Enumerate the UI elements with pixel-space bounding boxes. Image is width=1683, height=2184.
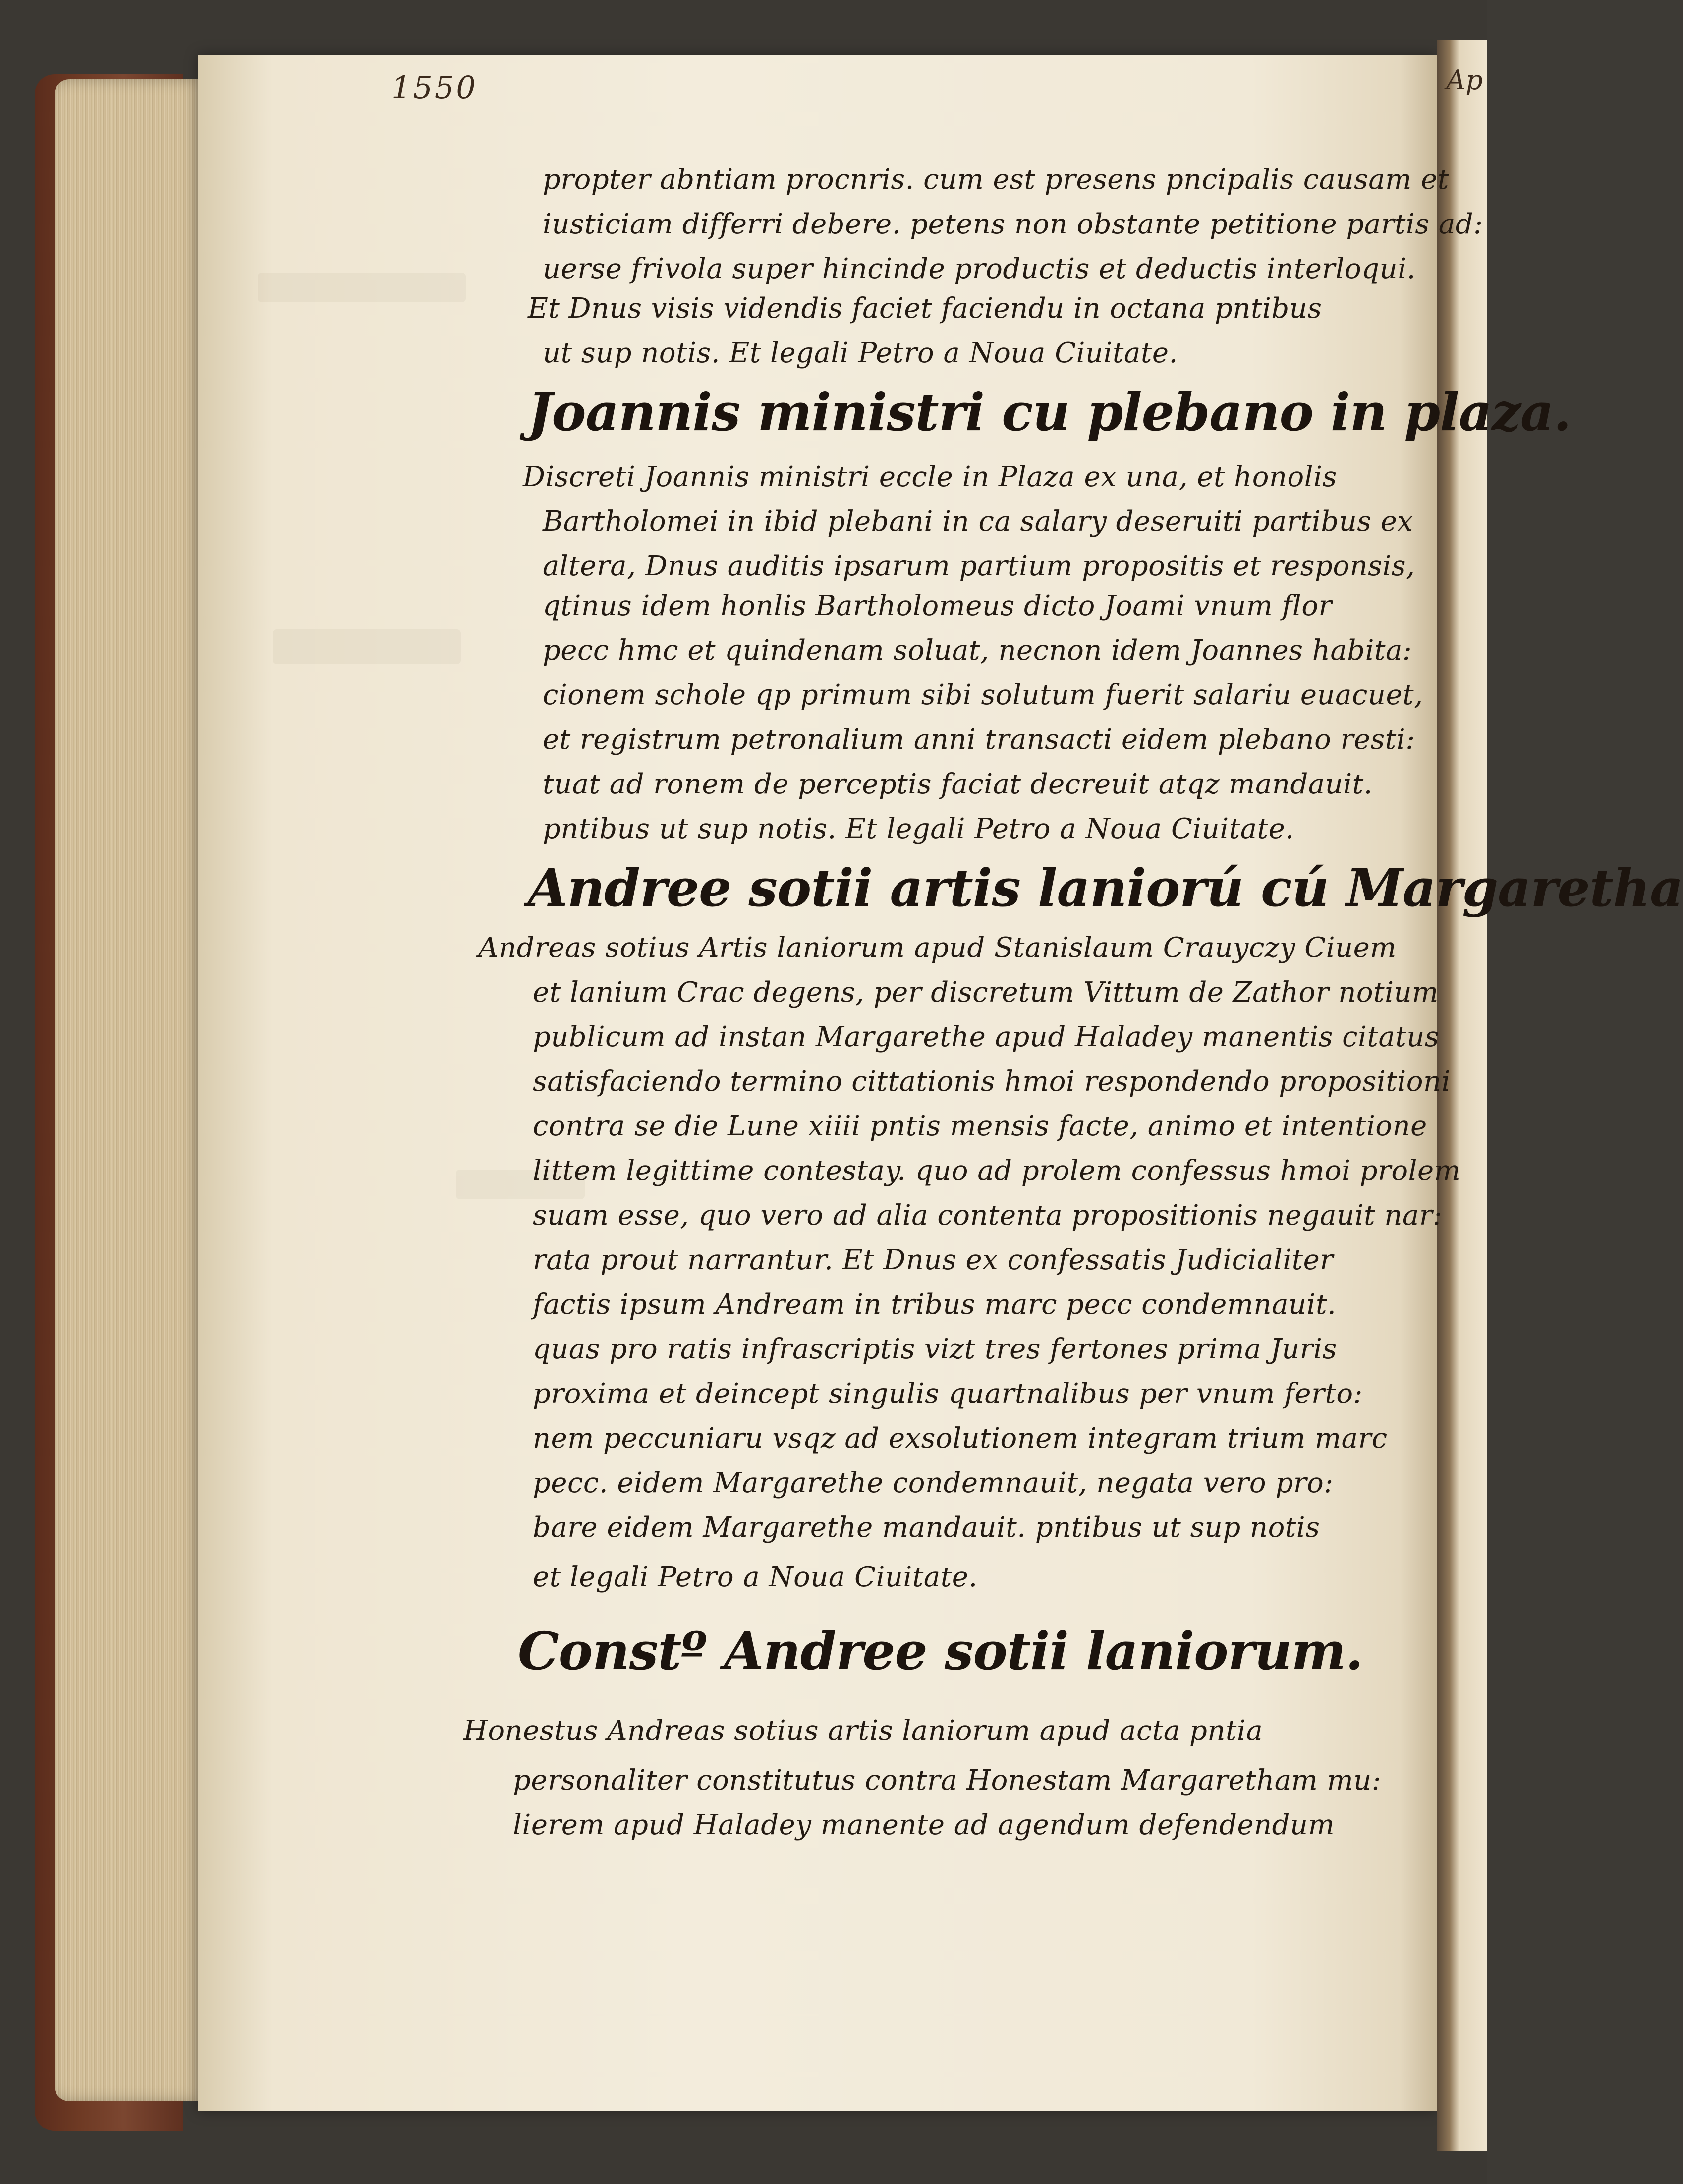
text-line: lierem apud Haladey manente ad agendum defendendum (513, 1809, 1335, 1841)
text-line: iusticiam differri debere. petens non obstante petitione partis ad: (543, 208, 1483, 240)
text-line: altera, Dnus auditis ipsarum partium propositis et responsis, (543, 550, 1415, 582)
text-line: personaliter constitutus contra Honestam Margaretham mu: (513, 1764, 1382, 1796)
text-line: Discreti Joannis ministri eccle in Plaza ex una, et honolis (523, 461, 1337, 493)
text-line: pntibus ut sup notis. Et legali Petro a Noua Ciuitate. (543, 813, 1294, 845)
text-line: Et Dnus visis videndis faciet faciendu in octana pntibus (528, 292, 1322, 325)
entry-heading: Andree sotii artis laniorú cú Margaretha (528, 857, 1683, 918)
text-line: propter abntiam procnris. cum est presens pncipalis causam et (543, 164, 1449, 196)
text-line: tuat ad ronem de perceptis faciat decreuit atqz mandauit. (543, 768, 1373, 800)
entry-heading: Constº Andree sotii laniorum. (518, 1621, 1363, 1681)
text-line: proxima et deincept singulis quartnalibus per vnum ferto: (533, 1378, 1363, 1410)
text-line: rata prout narrantur. Et Dnus ex confessatis Judicialiter (533, 1244, 1334, 1276)
text-line: bare eidem Margarethe mandauit. pntibus ut sup notis (533, 1512, 1320, 1544)
text-line: contra se die Lune xiiii pntis mensis facte, animo et intentione (533, 1110, 1427, 1142)
text-line: suam esse, quo vero ad alia contenta propositionis negauit nar: (533, 1199, 1443, 1232)
text-line: uerse frivola super hincinde productis et deductis interloqui. (543, 253, 1416, 285)
text-line: et registrum petronalium anni transacti eidem plebano resti: (543, 724, 1415, 756)
text-line: qtinus idem honlis Bartholomeus dicto Joami vnum flor (543, 590, 1332, 622)
text-line: cionem schole qp primum sibi solutum fuerit salariu euacuet, (543, 679, 1423, 711)
text-line: Honestus Andreas sotius artis laniorum apud acta pntia (463, 1715, 1263, 1747)
text-line: Andreas sotius Artis laniorum apud Stanislaum Crauyczy Ciuem (478, 932, 1397, 964)
text-line: publicum ad instan Margarethe apud Haladey manentis citatus (533, 1021, 1440, 1053)
corner-note: Ap (1446, 64, 1483, 96)
text-line: satisfaciendo termino cittationis hmoi respondendo propositioni (533, 1065, 1451, 1098)
text-line: factis ipsum Andream in tribus marc pecc condemnauit. (533, 1288, 1337, 1321)
text-line: pecc hmc et quindenam soluat, necnon idem Joannes habita: (543, 634, 1412, 667)
entry-heading: Joannis ministri cu plebano in plaza. (528, 382, 1571, 443)
text-line: nem peccuniaru vsqz ad exsolutionem integram trium marc (533, 1422, 1388, 1455)
text-line: et lanium Crac degens, per discretum Vittum de Zathor notium (533, 976, 1439, 1008)
text-line: quas pro ratis infrascriptis vizt tres fertones prima Juris (533, 1333, 1337, 1365)
text-line: et legali Petro a Noua Ciuitate. (533, 1561, 978, 1593)
text-line: pecc. eidem Margarethe condemnauit, negata vero pro: (533, 1467, 1334, 1499)
text-line: Bartholomei in ibid plebani in ca salary deseruiti partibus ex (543, 505, 1413, 538)
folio-number: 1550 (392, 69, 478, 106)
text-line: littem legittime contestay. quo ad prolem confessus hmoi prolem (533, 1155, 1461, 1187)
text-line: ut sup notis. Et legali Petro a Noua Ciuitate. (543, 337, 1178, 369)
